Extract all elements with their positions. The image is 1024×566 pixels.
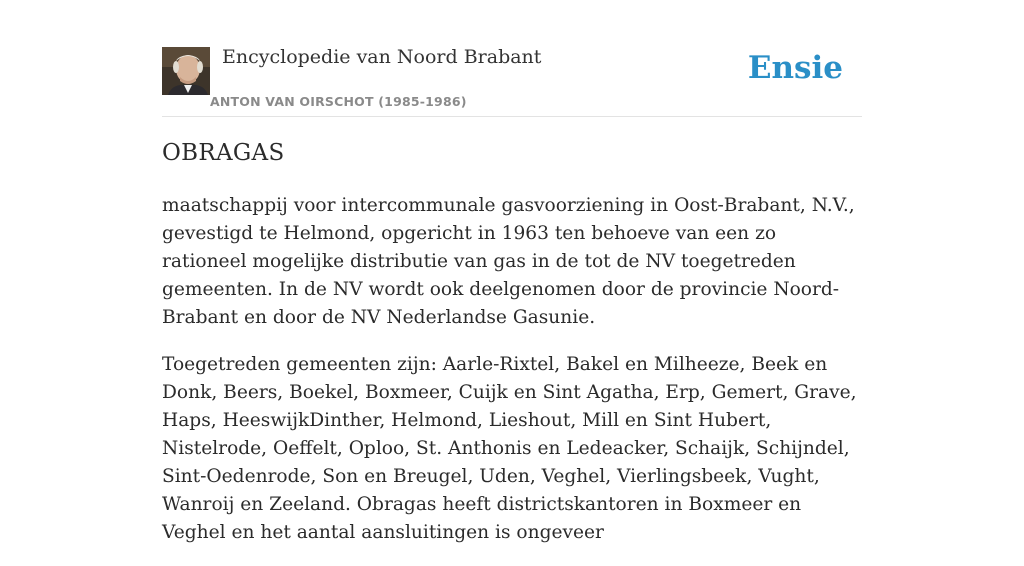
entry-body bbox=[162, 192, 862, 566]
entry-title: OBRAGAS bbox=[162, 140, 285, 166]
author-name[interactable]: ANTON VAN OIRSCHOT (1985-1986) bbox=[210, 94, 467, 109]
author-portrait-image bbox=[162, 47, 210, 95]
book-title[interactable]: Encyclopedie van Noord Brabant bbox=[222, 46, 542, 68]
header bbox=[162, 0, 862, 117]
page-container bbox=[162, 0, 862, 543]
ensie-logo[interactable]: Ensie bbox=[747, 50, 843, 86]
entry-paragraph: maatschappij voor intercommunale gasvoorziening in Oost-Brabant, N.V., gevestigd te Helmond, opgericht in 1963 ten behoeve van een zo rationeel mogelijke distributie van gas in de tot de NV toegetreden gemeenten. In de NV wordt ook deelgenomen door de provincie Noord-Brabant en door de NV Nederlandse Gasunie. bbox=[162, 195, 855, 328]
author-avatar[interactable] bbox=[162, 47, 210, 95]
entry-paragraph: Toegetreden gemeenten zijn: Aarle-Rixtel, Bakel en Milheeze, Beek en Donk, Beers, Boekel, Boxmeer, Cuijk en Sint Agatha, Erp, Gemert, Grave, Haps, HeeswijkDinther, Helmond, Lieshout, Mill en Sint Hubert, Nistelrode, Oeffelt, Oploo, St. Anthonis en Ledeacker, Schaijk, Schijndel, Sint-Oedenrode, Son en Breugel, Uden, Veghel, Vierlingsbeek, Vught, Wanroij en Zeeland. Obragas heeft districtskantoren in Boxmeer en Veghel en het aantal aansluitingen is ongeveer bbox=[162, 354, 857, 543]
